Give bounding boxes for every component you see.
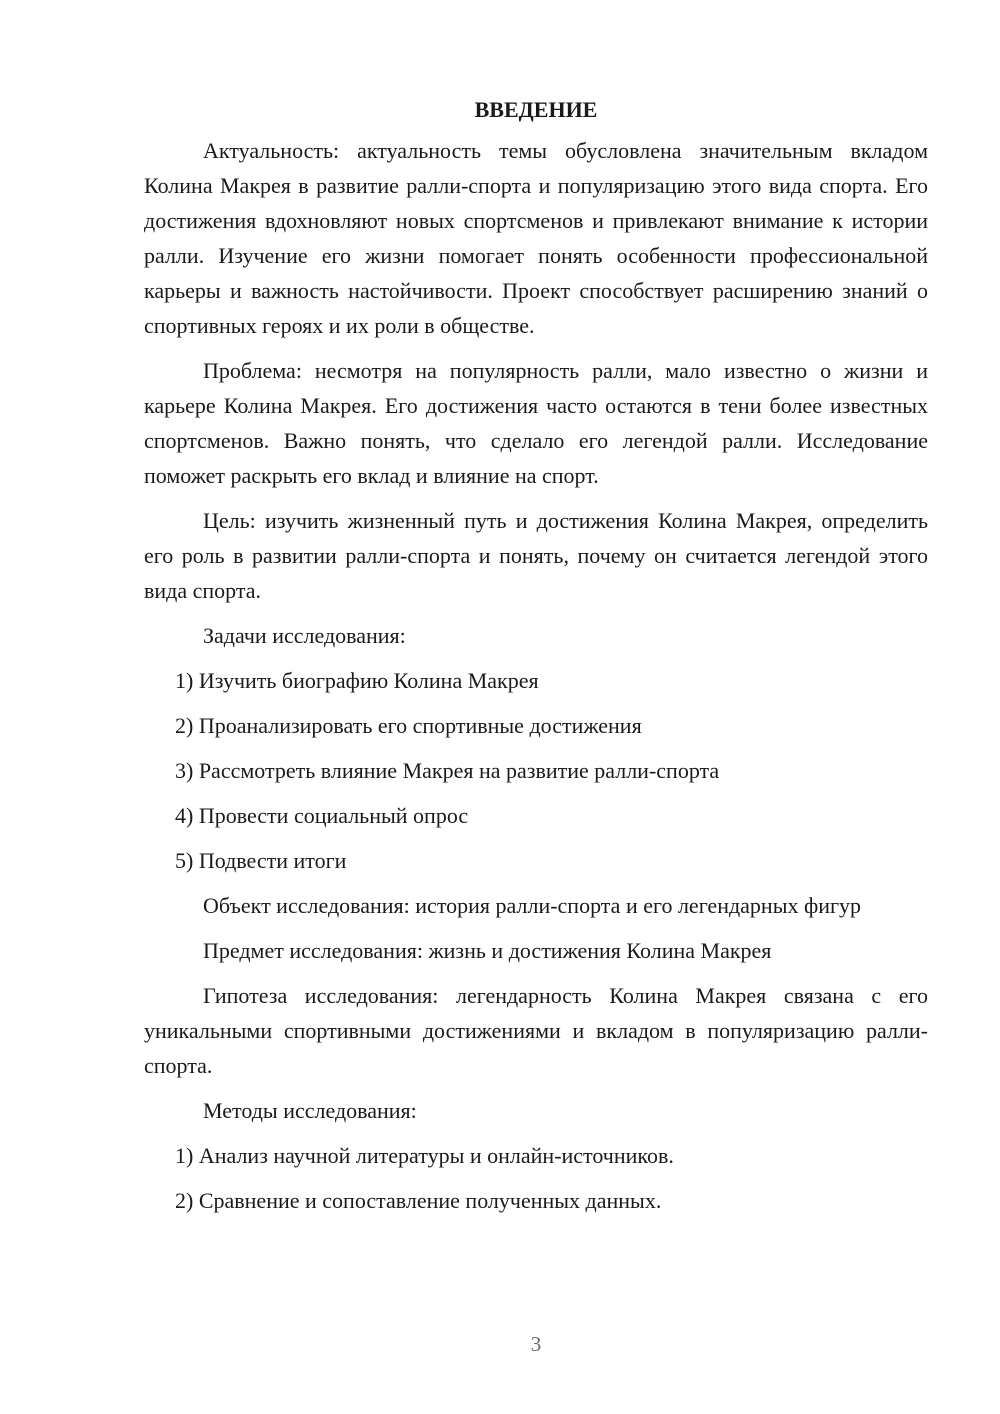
methods-heading: Методы исследования: <box>203 1098 417 1123</box>
task-item: 2) Проанализировать его спортивные достижения <box>175 713 642 738</box>
section-title: ВВЕДЕНИЕ <box>474 97 598 122</box>
page-number: 3 <box>530 1332 542 1356</box>
method-item: 1) Анализ научной литературы и онлайн-источников. <box>175 1143 674 1168</box>
method-item: 2) Сравнение и сопоставление полученных данных. <box>175 1188 662 1213</box>
task-item: 1) Изучить биографию Колина Макрея <box>175 668 539 693</box>
task-item: 5) Подвести итоги <box>175 848 347 873</box>
document-page <box>144 92 928 1228</box>
hypothesis-paragraph: Гипотеза исследования: легендарность Колина Макрея связана с его уникальными спортивными достижениями и вкладом в популяризацию ралли-спорта. <box>144 983 928 1078</box>
task-item: 3) Рассмотреть влияние Макрея на развитие ралли-спорта <box>175 758 720 783</box>
goal-paragraph: Цель: изучить жизненный путь и достижения Колина Макрея, определить его роль в развитии ралли-спорта и понять, почему он считается легендой этого вида спорта. <box>144 508 928 603</box>
object-paragraph: Объект исследования: история ралли-спорта и его легендарных фигур <box>203 893 862 918</box>
relevance-paragraph: Актуальность: актуальность темы обусловлена значительным вкладом Колина Макрея в развитие ралли-спорта и популяризацию этого вида спорта. Его достижения вдохновляют новых спортсменов и привлекают внимание к истории ралли. Изучение его жизни помогает понять особенности профессиональной карьеры и важность настойчивости. Проект способствует расширению знаний о спортивных героях и их роли в обществе. <box>144 138 928 338</box>
problem-paragraph: Проблема: несмотря на популярность ралли, мало известно о жизни и карьере Колина Макрея. Его достижения часто остаются в тени более известных спортсменов. Важно понять, что сделало его легендой ралли. Исследование поможет раскрыть его вклад и влияние на спорт. <box>144 358 928 488</box>
subject-paragraph: Предмет исследования: жизнь и достижения Колина Макрея <box>203 938 772 963</box>
task-item: 4) Провести социальный опрос <box>175 803 469 828</box>
tasks-heading: Задачи исследования: <box>203 623 406 648</box>
